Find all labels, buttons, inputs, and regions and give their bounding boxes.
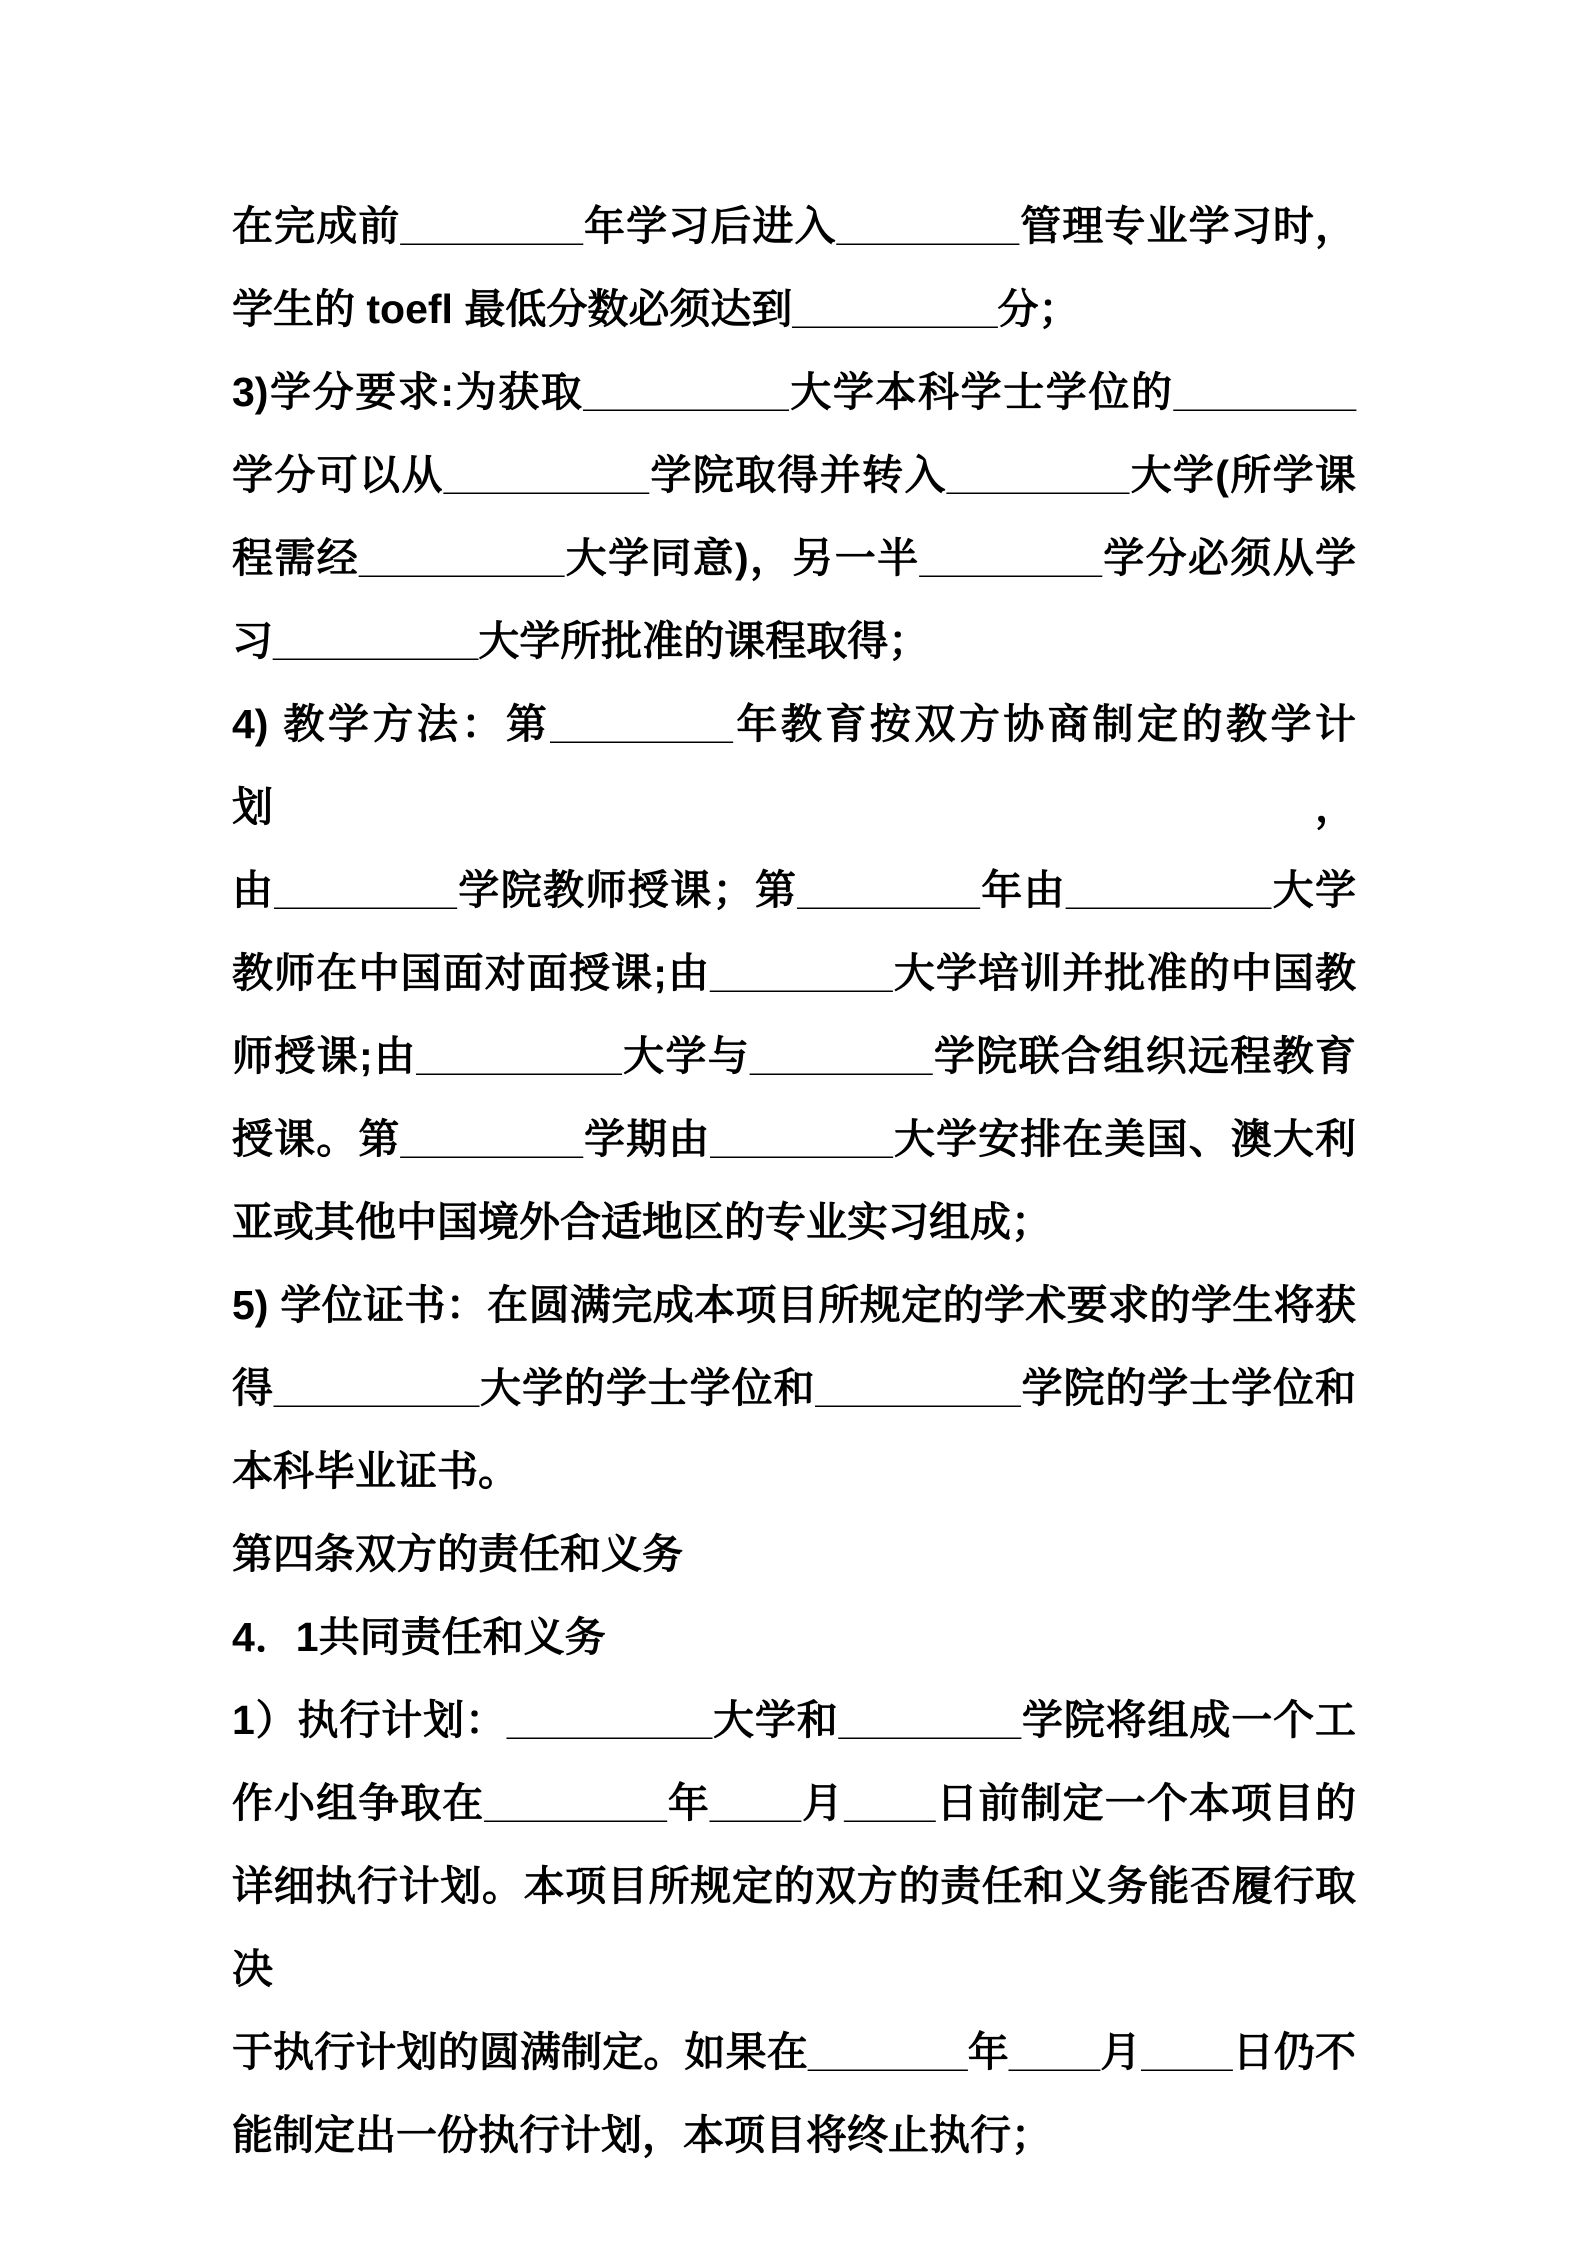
text-line: 程需经_________大学同意)，另一半________学分必须从学 — [232, 535, 1356, 581]
text-line: 习_________大学所批准的课程取得； — [232, 618, 930, 664]
text-line: 能制定出一份执行计划，本项目将终止执行； — [232, 2112, 1052, 2158]
text-line: 在完成前________年学习后进入________管理专业学习时， — [232, 203, 1356, 249]
text-line: 由________学院教师授课；第________年由_________大学 — [232, 867, 1356, 913]
text-line: 详细执行计划。本项目所规定的双方的责任和义务能否履行取决 — [232, 1863, 1356, 1992]
text-line: 本科毕业证书。 — [232, 1448, 519, 1494]
text-line: 教师在中国面对面授课;由________大学培训并批准的中国教 — [232, 950, 1356, 996]
text-line: 亚或其他中国境外合适地区的专业实习组成； — [232, 1199, 1052, 1245]
text-line: 5) 学位证书：在圆满完成本项目所规定的学术要求的学生将获 — [232, 1282, 1356, 1328]
text-line: 师授课;由_________大学与________学院联合组织远程教育 — [232, 1033, 1356, 1079]
text-line: 作小组争取在________年____月____日前制定一个本项目的 — [232, 1780, 1356, 1826]
text-line: 学生的 toefl 最低分数必须达到_________分； — [232, 286, 1080, 332]
text-line: 学分可以从_________学院取得并转入________大学(所学课 — [232, 452, 1356, 498]
text-line: 得_________大学的学士学位和_________学院的学士学位和 — [232, 1365, 1356, 1411]
text-line: 1）执行计划：_________大学和________学院将组成一个工 — [232, 1697, 1356, 1743]
section-heading: 4．1共同责任和义务 — [232, 1614, 606, 1660]
section-heading: 第四条双方的责任和义务 — [232, 1531, 683, 1577]
text-line: 于执行计划的圆满制定。如果在_______年____月____日仍不 — [232, 2029, 1356, 2075]
text-line: 授课。第________学期由________大学安排在美国、澳大利 — [232, 1116, 1356, 1162]
text-line: 3)学分要求:为获取_________大学本科学士学位的________ — [232, 369, 1356, 415]
text-line: 4) 教学方法：第________年教育按双方协商制定的教学计划， — [232, 701, 1356, 830]
